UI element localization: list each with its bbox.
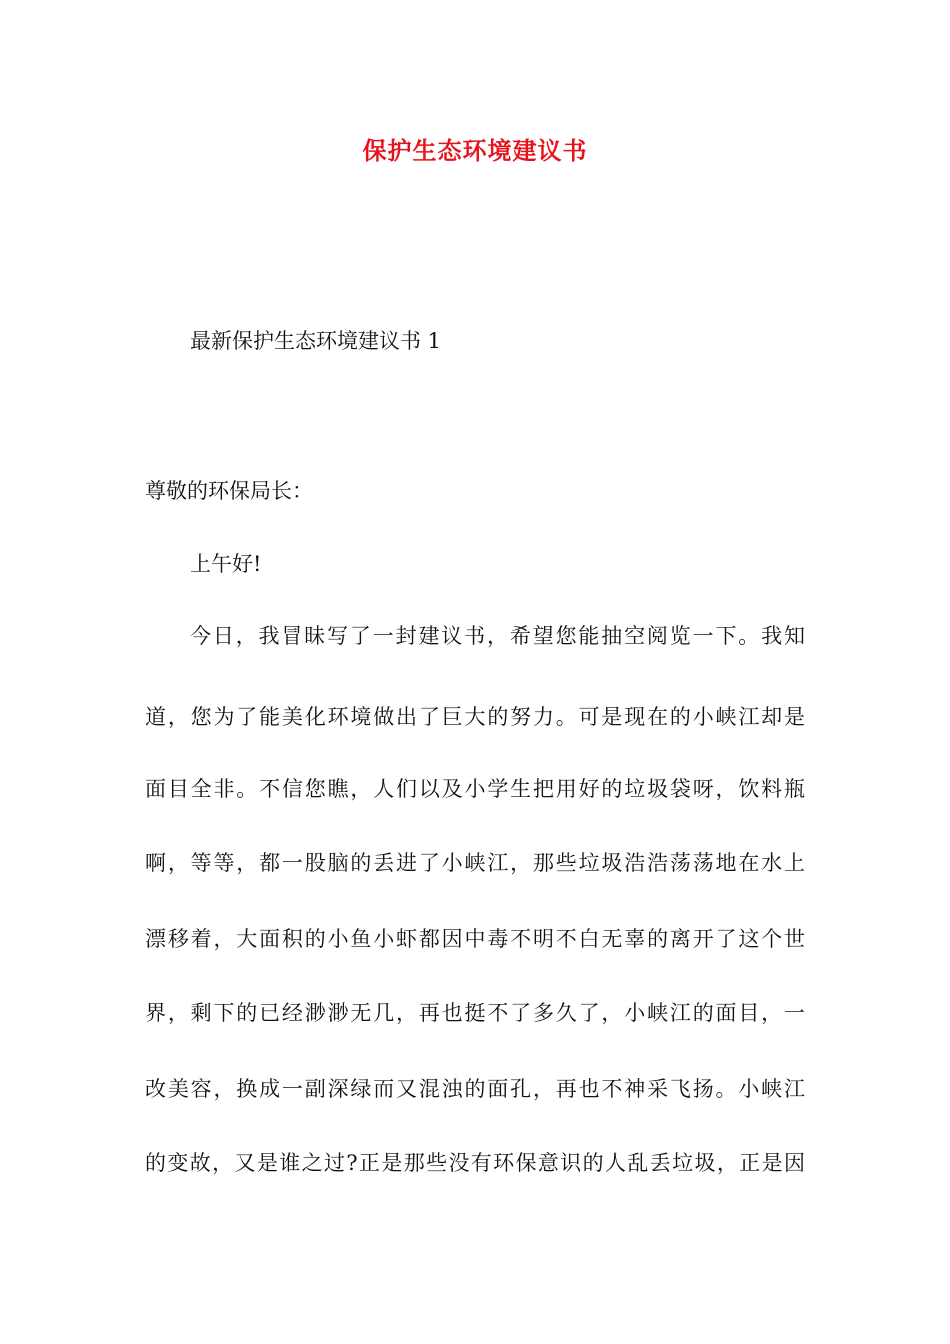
- greeting: 上午好!: [190, 552, 262, 576]
- body-line: 改美容，换成一副深绿而又混浊的面孔，再也不神采飞扬。小峡江: [145, 1077, 805, 1101]
- body-line: 面目全非。不信您瞧，人们以及小学生把用好的垃圾袋呀，饮料瓶: [145, 777, 805, 801]
- body-line: 漂移着，大面积的小鱼小虾都因中毒不明不白无辜的离开了这个世: [145, 927, 805, 951]
- document-subtitle: 最新保护生态环境建议书 1: [190, 329, 442, 353]
- body-line: 界，剩下的已经渺渺无几，再也挺不了多久了，小峡江的面目，一: [145, 1001, 805, 1025]
- body-line: 道，您为了能美化环境做出了巨大的努力。可是现在的小峡江却是: [145, 705, 805, 729]
- document-title: 保护生态环境建议书: [362, 136, 588, 165]
- salutation: 尊敬的环保局长：: [145, 479, 313, 503]
- body-line: 今日，我冒昧写了一封建议书，希望您能抽空阅览一下。我知: [190, 624, 805, 648]
- body-line: 啊，等等，都一股脑的丢进了小峡江，那些垃圾浩浩荡荡地在水上: [145, 851, 805, 875]
- body-line: 的变故，又是谁之过?正是那些没有环保意识的人乱丢垃圾，正是因: [145, 1151, 805, 1175]
